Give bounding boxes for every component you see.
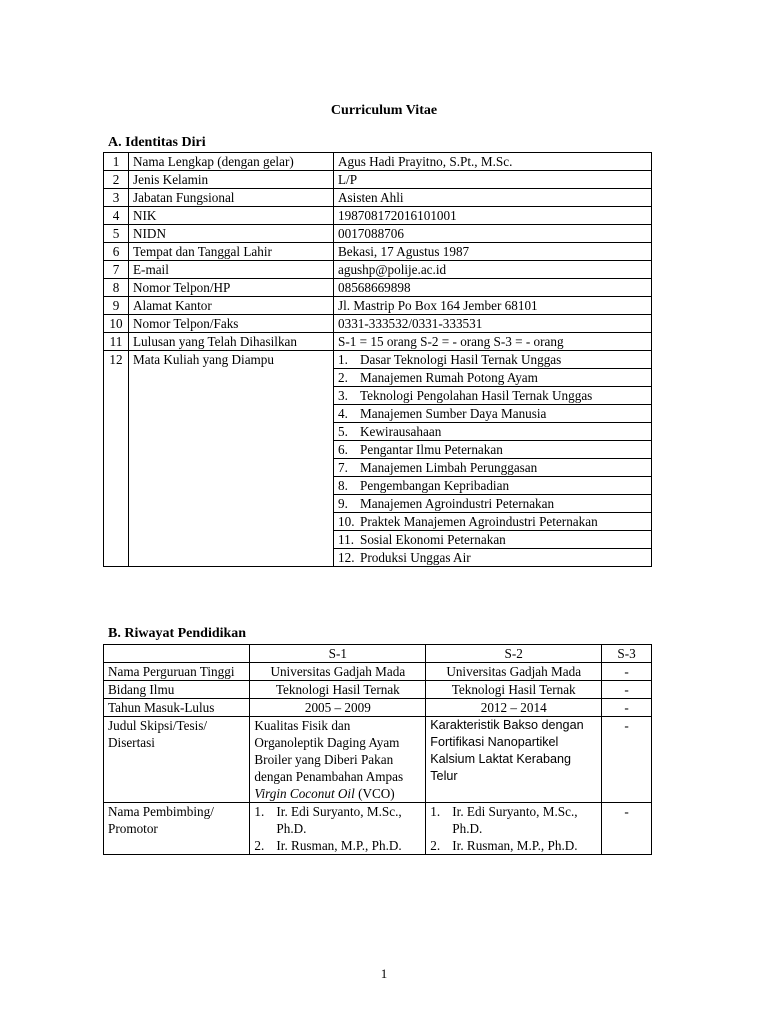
education-row-field <box>104 681 652 699</box>
university-s2: Universitas Gadjah Mada <box>426 663 602 681</box>
list-number: 1. <box>430 804 441 819</box>
row-value: S-1 = 15 orang S-2 = - orang S-3 = - orang <box>334 333 652 351</box>
course-number: 1. <box>334 351 356 369</box>
education-header-row <box>104 645 652 663</box>
course-name: Manajemen Rumah Potong Ayam <box>356 369 651 387</box>
list-number: 2. <box>254 838 265 853</box>
row-number: 4 <box>104 207 129 225</box>
education-row-university <box>104 663 652 681</box>
row-label: Tahun Masuk-Lulus <box>104 699 250 717</box>
course-item <box>334 531 651 549</box>
identity-row <box>104 333 652 351</box>
thesis-s3: - <box>602 717 652 803</box>
course-name: Pengembangan Kepribadian <box>356 477 651 495</box>
row-number: 8 <box>104 279 129 297</box>
row-label: NIDN <box>129 225 334 243</box>
row-number: 11 <box>104 333 129 351</box>
course-item <box>334 477 651 495</box>
row-label: Lulusan yang Telah Dihasilkan <box>129 333 334 351</box>
header-empty-cell <box>104 645 250 663</box>
thesis-s2: Karakteristik Bakso dengan Fortifikasi Nanopartikel Kalsium Laktat Kerabang Telur <box>426 717 602 803</box>
row-label: Judul Skipsi/Tesis/ Disertasi <box>104 717 250 803</box>
row-number: 7 <box>104 261 129 279</box>
course-number: 6. <box>334 441 356 459</box>
thesis-s1-text: Kualitas Fisik dan Organoleptik Daging Ayam Broiler yang Diberi Pakan dengan Penambahan Ampas <box>254 718 404 784</box>
row-label: Jabatan Fungsional <box>129 189 334 207</box>
row-number: 5 <box>104 225 129 243</box>
identity-row <box>104 207 652 225</box>
page-number: 1 <box>380 966 388 981</box>
row-label: Jenis Kelamin <box>129 171 334 189</box>
course-list <box>334 351 651 566</box>
section-heading-identity: A. Identitas Diri <box>108 135 206 150</box>
thesis-s1-tail: (VCO) <box>358 786 395 801</box>
course-number: 7. <box>334 459 356 477</box>
education-table <box>103 644 652 855</box>
identity-row <box>104 297 652 315</box>
course-item <box>334 405 651 423</box>
identity-row <box>104 153 652 171</box>
course-name: Sosial Ekonomi Peternakan <box>356 531 651 549</box>
list-item <box>254 837 421 854</box>
field-s3: - <box>602 681 652 699</box>
supervisor-name: Ir. Rusman, M.P., Ph.D. <box>276 838 402 853</box>
course-number: 8. <box>334 477 356 495</box>
field-s2: Teknologi Hasil Ternak <box>426 681 602 699</box>
list-number: 1. <box>254 804 265 819</box>
identity-row <box>104 189 652 207</box>
list-item <box>254 803 421 837</box>
supervisor-name: Ir. Edi Suryanto, M.Sc., Ph.D. <box>452 804 578 836</box>
course-number: 11. <box>334 531 356 549</box>
column-header-s1: S-1 <box>250 645 426 663</box>
supervisor-s1 <box>250 803 426 855</box>
course-name: Dasar Teknologi Hasil Ternak Unggas <box>356 351 651 369</box>
course-number: 9. <box>334 495 356 513</box>
row-label: Alamat Kantor <box>129 297 334 315</box>
education-row-thesis <box>104 717 652 803</box>
row-value: 0331-333532/0331-333531 <box>334 315 652 333</box>
row-value: 08568669898 <box>334 279 652 297</box>
years-s1: 2005 – 2009 <box>250 699 426 717</box>
supervisor-name: Ir. Edi Suryanto, M.Sc., Ph.D. <box>276 804 402 836</box>
row-number: 10 <box>104 315 129 333</box>
row-value: 198708172016101001 <box>334 207 652 225</box>
thesis-s1 <box>250 717 426 803</box>
field-s1: Teknologi Hasil Ternak <box>250 681 426 699</box>
course-number: 2. <box>334 369 356 387</box>
row-label: Nama Perguruan Tinggi <box>104 663 250 681</box>
row-value: 0017088706 <box>334 225 652 243</box>
course-item <box>334 459 651 477</box>
identity-row <box>104 225 652 243</box>
row-label: Bidang Ilmu <box>104 681 250 699</box>
supervisor-name: Ir. Rusman, M.P., Ph.D. <box>452 838 578 853</box>
years-s3: - <box>602 699 652 717</box>
course-item <box>334 513 651 531</box>
course-item <box>334 387 651 405</box>
university-s1: Universitas Gadjah Mada <box>250 663 426 681</box>
course-name: Manajemen Limbah Perunggasan <box>356 459 651 477</box>
page-title: Curriculum Vitae <box>330 103 438 118</box>
course-name: Kewirausahaan <box>356 423 651 441</box>
education-row-years <box>104 699 652 717</box>
row-label: Mata Kuliah yang Diampu <box>129 351 334 567</box>
list-number: 2. <box>430 838 441 853</box>
row-value: Jl. Mastrip Po Box 164 Jember 68101 <box>334 297 652 315</box>
row-number: 6 <box>104 243 129 261</box>
identity-row <box>104 261 652 279</box>
course-number: 10. <box>334 513 356 531</box>
course-item <box>334 549 651 567</box>
row-number: 12 <box>104 351 129 567</box>
row-number: 3 <box>104 189 129 207</box>
course-number: 4. <box>334 405 356 423</box>
course-item <box>334 369 651 387</box>
row-label: Nama Lengkap (dengan gelar) <box>129 153 334 171</box>
course-item <box>334 441 651 459</box>
row-value: L/P <box>334 171 652 189</box>
course-name: Pengantar Ilmu Peternakan <box>356 441 651 459</box>
course-item <box>334 351 651 369</box>
row-value: Agus Hadi Prayitno, S.Pt., M.Sc. <box>334 153 652 171</box>
course-number: 3. <box>334 387 356 405</box>
years-s2: 2012 – 2014 <box>426 699 602 717</box>
university-s3: - <box>602 663 652 681</box>
course-number: 5. <box>334 423 356 441</box>
identity-row <box>104 243 652 261</box>
row-number: 9 <box>104 297 129 315</box>
row-label: Nama Pembimbing/ Promotor <box>104 803 250 855</box>
row-number: 2 <box>104 171 129 189</box>
identity-row <box>104 279 652 297</box>
row-label: Tempat dan Tanggal Lahir <box>129 243 334 261</box>
identity-row <box>104 315 652 333</box>
column-header-s3: S-3 <box>602 645 652 663</box>
row-label: E-mail <box>129 261 334 279</box>
course-list-cell <box>334 351 652 567</box>
row-value: Asisten Ahli <box>334 189 652 207</box>
list-item <box>430 803 597 837</box>
supervisor-s3: - <box>602 803 652 855</box>
identity-table-body <box>104 153 652 567</box>
identity-table <box>103 152 652 567</box>
course-item <box>334 423 651 441</box>
row-value: agushp@polije.ac.id <box>334 261 652 279</box>
education-row-supervisor <box>104 803 652 855</box>
course-number: 12. <box>338 550 355 565</box>
column-header-s2: S-2 <box>426 645 602 663</box>
row-number: 1 <box>104 153 129 171</box>
row-label: Nomor Telpon/HP <box>129 279 334 297</box>
section-heading-education: B. Riwayat Pendidikan <box>108 626 247 641</box>
list-item <box>430 837 597 854</box>
identity-row-courses <box>104 351 652 567</box>
course-name: Manajemen Sumber Daya Manusia <box>356 405 651 423</box>
course-name: Teknologi Pengolahan Hasil Ternak Unggas <box>356 387 651 405</box>
course-item <box>334 495 651 513</box>
identity-row <box>104 171 652 189</box>
course-name: Produksi Unggas Air <box>360 550 471 565</box>
supervisor-s2 <box>426 803 602 855</box>
course-name: Manajemen Agroindustri Peternakan <box>356 495 651 513</box>
row-value: Bekasi, 17 Agustus 1987 <box>334 243 652 261</box>
course-list-body <box>334 351 651 566</box>
course-name: Praktek Manajemen Agroindustri Peternakan <box>356 513 651 531</box>
row-label: Nomor Telpon/Faks <box>129 315 334 333</box>
row-label: NIK <box>129 207 334 225</box>
thesis-s1-italic: Virgin Coconut Oil <box>254 786 355 801</box>
